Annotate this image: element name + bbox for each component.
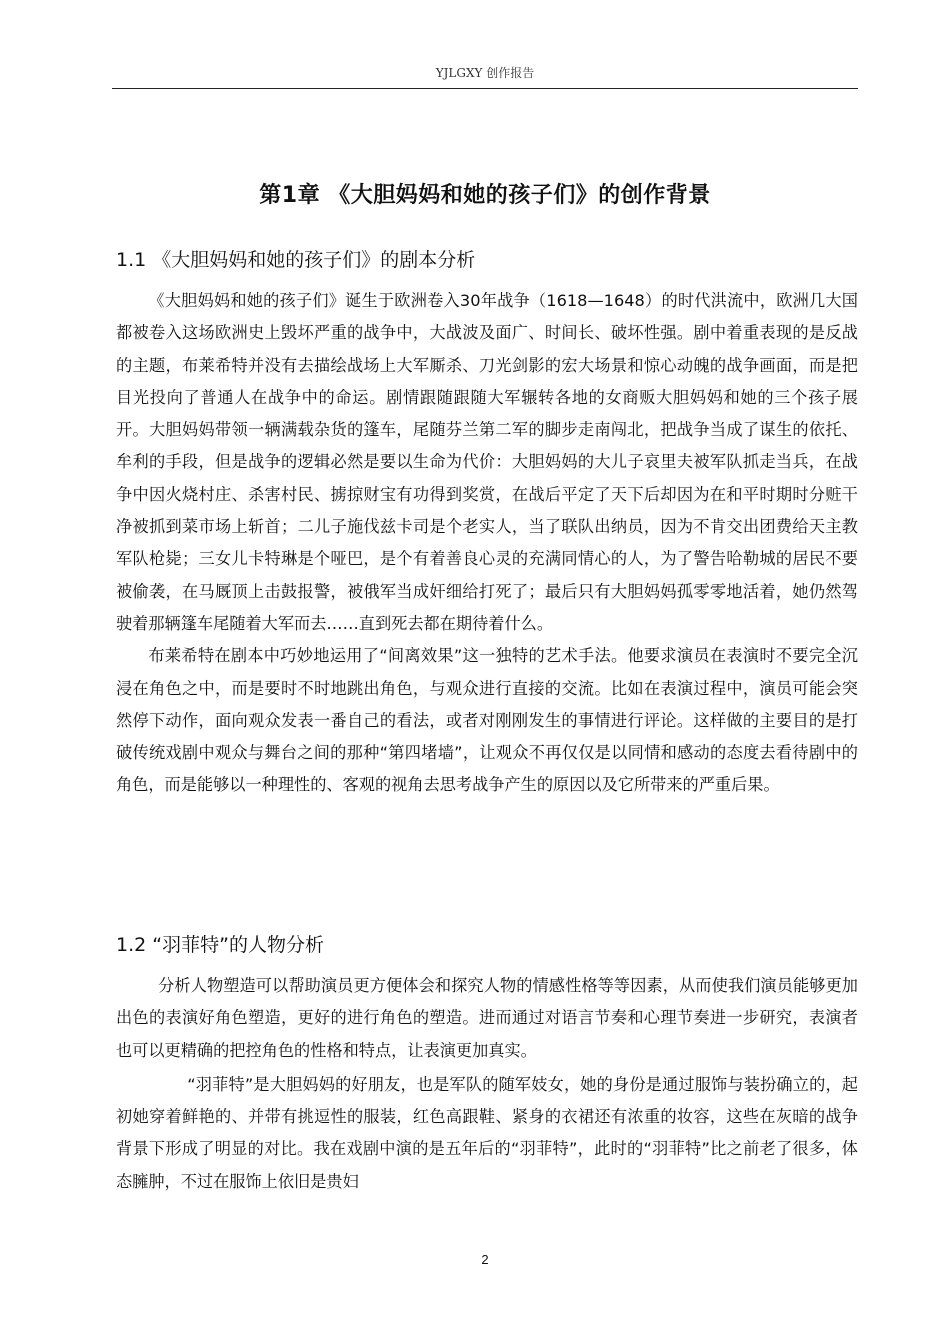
header-rule	[112, 88, 858, 89]
section-2-title: 1.2 “羽菲特”的人物分析	[116, 934, 324, 956]
section-1-paragraph-1: 《大胆妈妈和她的孩子们》诞生于欧洲卷入30年战争（1618—1648）的时代洪流中，欧洲几大国都被卷入这场欧洲史上毁坏严重的战争中，大战波及面广、时间长、破坏性强。剧中着重表现的是反战的主题，布莱希特并没有去描绘战场上大军厮杀、刀光剑影的宏大场景和惊心动魄的战争画面，而是把目光投向了普通人在战争中的命运。剧情跟随跟随大军辗转各地的女商贩大胆妈妈和她的三个孩子展开。大胆妈妈带领一辆满载杂货的篷车，尾随芬兰第二军的脚步走南闯北，把战争当成了谋生的依托、牟利的手段，但是战争的逻辑必然是要以生命为代价：大胆妈妈的大儿子哀里夫被军队抓走当兵，在战争中因火烧村庄、杀害村民、掳掠财宝有功得到奖赏，在战后平定了天下后却因为在和平时期时分赃干净被抓到菜市场上斩首；二儿子施伐兹卡司是个老实人，当了联队出纳员，因为不肯交出团费给天主教军队枪毙；三女儿卡特琳是个哑巴，是个有着善良心灵的充满同情心的人，为了警告哈勒城的居民不要被偷袭，在马厩顶上击鼓报警，被俄军当成奸细给打死了；最后只有大胆妈妈孤零零地活着，她仍然驾驶着那辆篷车尾随着大军而去……直到死去都在期待着什么。	[116, 291, 858, 633]
section-1-paragraph-2: 布莱希特在剧本中巧妙地运用了“间离效果”这一独特的艺术手法。他要求演员在表演时不要完全沉浸在角色之中，而是要时不时地跳出角色，与观众进行直接的交流。比如在表演过程中，演员可能会突然停下动作，面向观众发表一番自己的看法，或者对刚刚发生的事情进行评论。这样做的主要目的是打破传统戏剧中观众与舞台之间的那种“第四堵墙”，让观众不再仅仅是以同情和感动的态度去看待剧中的角色，而是能够以一种理性的、客观的视角去思考战争产生的原因以及它所带来的严重后果。	[116, 646, 858, 795]
page-number: 2	[481, 1252, 489, 1267]
section-1-body	[116, 285, 858, 802]
section-2-paragraph-1: 分析人物塑造可以帮助演员更方便体会和探究人物的情感性格等等因素，从而使我们演员能够更加出色的表演好角色塑造，更好的进行角色的塑造。进而通过对语言节奏和心理节奏进一步研究，表演者也可以更精确的把控角色的性格和特点，让表演更加真实。	[116, 976, 858, 1060]
running-header: YJLGXY 创作报告	[435, 66, 535, 80]
section-2-paragraph-2: “羽菲特”是大胆妈妈的好朋友，也是军队的随军妓女，她的身份是通过服饰与装扮确立的，起初她穿着鲜艳的、并带有挑逗性的服装，红色高跟鞋、紧身的衣裙还有浓重的妆容，这些在灰暗的战争背景下形成了明显的对比。我在戏剧中演的是五年后的“羽菲特”，此时的“羽菲特”比之前老了很多，体态臃肿，不过在服饰上依旧是贵妇	[116, 1074, 858, 1191]
section-1-title: 1.1 《大胆妈妈和她的孩子们》的剧本分析	[116, 249, 476, 271]
chapter-title: 第1章 《大胆妈妈和她的孩子们》的创作背景	[259, 183, 711, 208]
section-2-body	[116, 970, 858, 1198]
